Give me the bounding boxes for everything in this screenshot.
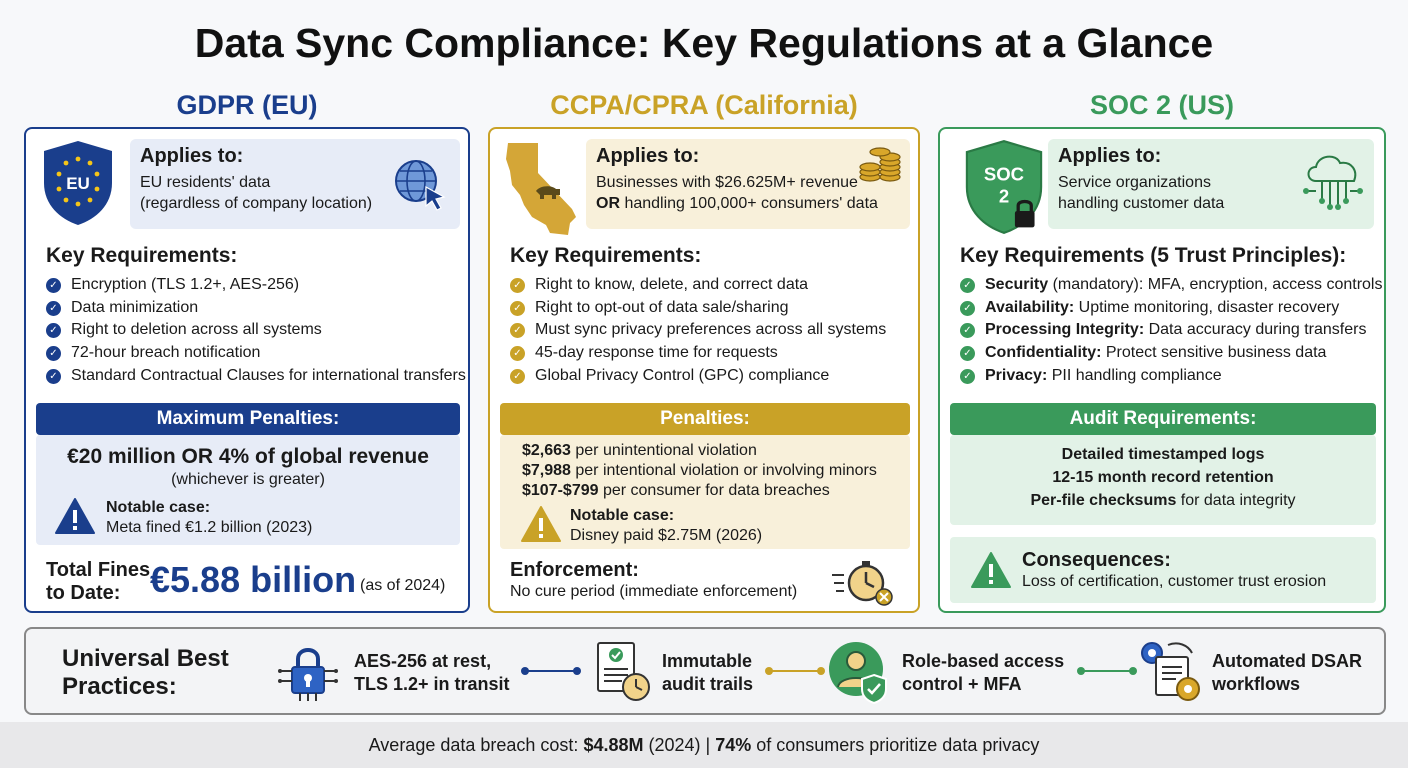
warning-icon (520, 505, 562, 543)
audit-document-clock-icon (592, 639, 652, 705)
applies-line: handling customer data (1058, 195, 1225, 212)
audit-item: Per-file checksums for data integrity (1030, 492, 1296, 509)
ccpa-penalties-box (500, 435, 910, 549)
best-practices-bar (24, 627, 1386, 715)
gdpr-panel (24, 127, 470, 613)
list-item: ✓ Security (mandatory): MFA, encryption, access controls (960, 274, 1382, 297)
globe-cursor-icon (392, 157, 448, 213)
check-icon: ✓ (960, 369, 975, 384)
stopwatch-icon (830, 555, 900, 607)
list-item: ✓ Confidentiality: Protect sensitive business data (960, 342, 1382, 365)
key-requirements-heading: Key Requirements: (46, 244, 238, 267)
total-fines-note: (as of 2024) (360, 577, 446, 594)
check-icon: ✓ (46, 346, 61, 361)
list-item: ✓ 72-hour breach notification (46, 342, 466, 365)
notable-case-text: Disney paid $2.75M (2026) (570, 527, 763, 544)
connector-icon (1076, 665, 1138, 677)
penalty-amount: €20 million OR 4% of global revenue (67, 445, 429, 468)
check-icon: ✓ (960, 323, 975, 338)
list-item: ✓ Data minimization (46, 297, 466, 320)
check-icon: ✓ (960, 278, 975, 293)
list-item: ✓ Right to deletion across all systems (46, 319, 466, 342)
list-item: ✓ Encryption (TLS 1.2+, AES-256) (46, 274, 466, 297)
list-item: ✓ 45-day response time for requests (510, 342, 886, 365)
soc2-badge-text: 2 (998, 185, 1010, 207)
audit-item: 12-15 month record retention (1052, 469, 1274, 486)
list-item: ✓ Global Privacy Control (GPC) compliance (510, 365, 886, 388)
applies-line: (regardless of company location) (140, 195, 373, 212)
total-fines-label: Total Fines to Date: (46, 559, 151, 604)
applies-line: OR handling 100,000+ consumers' data (596, 195, 878, 212)
gear-document-icon (1138, 637, 1204, 705)
gdpr-requirements-list (46, 274, 466, 388)
penalty-note: (whichever is greater) (171, 471, 325, 488)
key-requirements-heading: Key Requirements (5 Trust Principles): (960, 244, 1347, 267)
check-icon: ✓ (46, 369, 61, 384)
check-icon: ✓ (510, 278, 525, 293)
ccpa-penalties-heading: Penalties: (500, 403, 910, 435)
ccpa-panel (488, 127, 920, 613)
best-practice-label: AES-256 at rest, TLS 1.2+ in transit (354, 651, 510, 694)
best-practice-label: Role-based access control + MFA (902, 651, 1065, 694)
connector-icon (764, 665, 826, 677)
applies-line: Service organizations (1058, 174, 1211, 191)
gdpr-penalties-box (36, 435, 460, 545)
audit-item: Detailed timestamped logs (1061, 446, 1265, 463)
check-icon: ✓ (510, 346, 525, 361)
california-map-icon (502, 139, 592, 239)
enforcement-heading: Enforcement: (510, 559, 639, 581)
eu-shield-icon (40, 139, 116, 227)
check-icon: ✓ (46, 301, 61, 316)
check-icon: ✓ (510, 369, 525, 384)
list-item: ✓ Privacy: PII handling compliance (960, 365, 1382, 388)
consequences-heading: Consequences: (1022, 549, 1171, 571)
best-practice-label: Automated DSAR workflows (1212, 651, 1363, 694)
soc2-badge-text: SOC (983, 163, 1025, 185)
total-fines-value: €5.88 billion (150, 559, 357, 600)
ccpa-header: CCPA/CPRA (California) (550, 90, 858, 120)
notable-case-text: Meta fined €1.2 billion (2023) (106, 519, 313, 536)
soc2-panel (938, 127, 1386, 613)
audit-requirements-heading: Audit Requirements: (950, 403, 1376, 435)
penalty-line: $2,663 per unintentional violation $7,988 per intentional violation or involving minors $107-$799 per consumer for data breaches (522, 442, 877, 499)
applies-line: Businesses with $26.625M+ revenue (596, 174, 858, 191)
check-icon: ✓ (510, 323, 525, 338)
list-item: ✓ Right to opt-out of data sale/sharing (510, 297, 886, 320)
gdpr-penalties-heading: Maximum Penalties: (36, 403, 460, 435)
check-icon: ✓ (960, 301, 975, 316)
soc2-shield-icon (960, 139, 1048, 235)
list-item: ✓ Availability: Uptime monitoring, disaster recovery (960, 297, 1382, 320)
list-item: ✓ Standard Contractual Clauses for international transfers (46, 365, 466, 388)
cloud-network-icon (1300, 149, 1366, 213)
check-icon: ✓ (960, 346, 975, 361)
check-icon: ✓ (46, 323, 61, 338)
warning-icon (970, 551, 1012, 589)
applies-heading: Applies to: (1058, 145, 1162, 167)
applies-heading: Applies to: (140, 145, 244, 167)
lock-circuit-icon (276, 641, 340, 705)
audit-requirements-box (950, 435, 1376, 525)
user-shield-icon (826, 639, 892, 705)
check-icon: ✓ (510, 301, 525, 316)
ccpa-requirements-list (510, 274, 886, 388)
applies-line: EU residents' data (140, 174, 271, 191)
coins-icon (856, 143, 904, 183)
eu-badge-text: EU (66, 174, 90, 193)
enforcement-text: No cure period (immediate enforcement) (510, 583, 798, 600)
soc2-header: SOC 2 (US) (1089, 90, 1235, 120)
consequences-text: Loss of certification, customer trust erosion (1022, 573, 1327, 590)
check-icon: ✓ (46, 278, 61, 293)
warning-icon (54, 497, 96, 535)
page-title: Data Sync Compliance: Key Regulations at a Glance (194, 20, 1214, 66)
best-practices-title: Universal Best Practices: (62, 645, 229, 700)
key-requirements-heading: Key Requirements: (510, 244, 702, 267)
list-item: ✓ Must sync privacy preferences across all systems (510, 319, 886, 342)
notable-case-label: Notable case: (570, 507, 675, 524)
notable-case-label: Notable case: (106, 499, 211, 516)
soc2-principles-list (960, 274, 1382, 388)
best-practice-label: Immutable audit trails (662, 651, 754, 694)
list-item: ✓ Processing Integrity: Data accuracy during transfers (960, 319, 1382, 342)
gdpr-header: GDPR (EU) (176, 90, 318, 120)
consequences-box (950, 537, 1376, 603)
applies-heading: Applies to: (596, 145, 700, 167)
list-item: ✓ Right to know, delete, and correct data (510, 274, 886, 297)
footer-stats: Average data breach cost: $4.88M (2024) | 74% of consumers prioritize data privacy (0, 722, 1408, 768)
connector-icon (520, 665, 582, 677)
